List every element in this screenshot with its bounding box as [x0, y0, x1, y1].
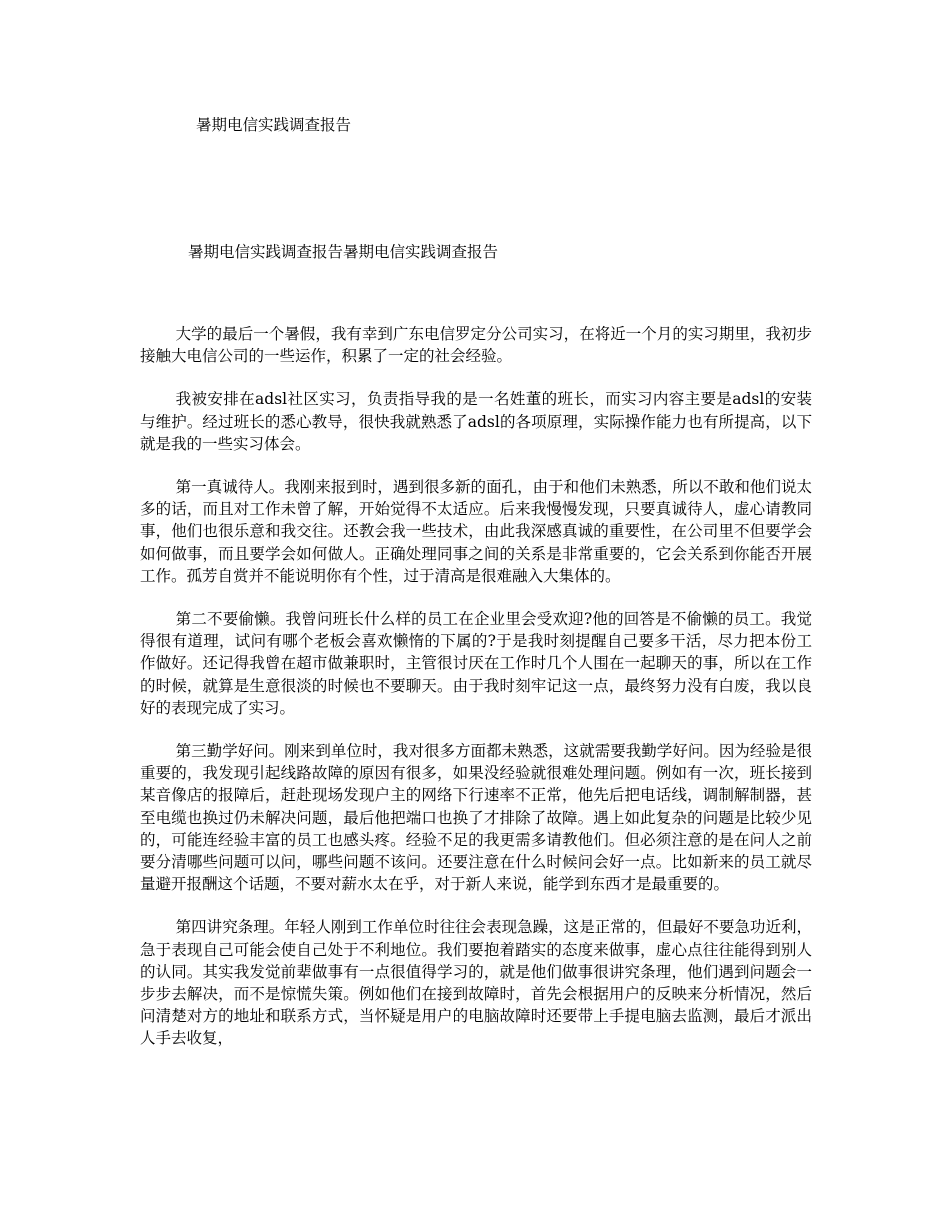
document-title: 暑期电信实践调查报告: [196, 116, 352, 134]
paragraph-point-four: 第四讲究条理。年轻人刚到工作单位时往往会表现急躁，这是正常的，但最好不要急功近利，急于表现自己可能会使自己处于不利地位。我们要抱着踏实的态度来做事，虚心点往往能得到别人的认同。其实我发觉前辈做事有一点很值得学习的，就是他们做事很讲究条理，他们遇到问题会一步步去解决，而不是惊慌失策。例如他们在接到故障时，首先会根据用户的反映来分析情况，然后问清楚对方的地址和联系方式，当怀疑是用户的电脑故障时还要带上手提电脑去监测，最后才派出人手去收复，: [140, 918, 812, 1048]
document-subtitle: 暑期电信实践调查报告暑期电信实践调查报告: [188, 243, 499, 261]
document-body: [140, 323, 812, 1071]
paragraph-intro: 大学的最后一个暑假，我有幸到广东电信罗定分公司实习，在将近一个月的实习期里，我初步接触大电信公司的一些运作，积累了一定的社会经验。: [140, 325, 812, 366]
paragraph-point-three: 第三勤学好问。刚来到单位时，我对很多方面都未熟悉，这就需要我勤学好问。因为经验是很重要的，我发现引起线路故障的原因有很多，如果没经验就很难处理问题。例如有一次，班长接到某音像店的报障后，赶赴现场发现户主的网络下行速率不正常，他先后把电话线，调制解制器，甚至电缆也换过仍未解决问题，最后他把端口也换了才排除了故障。遇上如此复杂的问题是比较少见的，可能连经验丰富的员工也感头疼。经验不足的我更需多请教他们。但必须注意的是在问人之前要分清哪些问题可以问，哪些问题不该问。还要注意在什么时候问会好一点。比如新来的员工就尽量避开报酬这个话题，不要对薪水太在乎，对于新人来说，能学到东西才是最重要的。: [140, 742, 812, 894]
paragraph-point-one: 第一真诚待人。我刚来报到时，遇到很多新的面孔，由于和他们未熟悉，所以不敢和他们说太多的话，而且对工作未曾了解，开始觉得不太适应。后来我慢慢发现，只要真诚待人，虚心请教同事，他们也很乐意和我交往。还教会我一些技术，由此我深感真诚的重要性，在公司里不但要学会如何做事，而且要学会如何做人。正确处理同事之间的关系是非常重要的，它会关系到你能否开展工作。孤芳自赏并不能说明你有个性，过于清高是很难融入大集体的。: [140, 478, 812, 585]
paragraph-point-two: 第二不要偷懒。我曾问班长什么样的员工在企业里会受欢迎?他的回答是不偷懒的员工。我觉得很有道理，试问有哪个老板会喜欢懒惰的下属的?于是我时刻提醒自己要多干活，尽力把本份工作做好。还记得我曾在超市做兼职时，主管很讨厌在工作时几个人围在一起聊天的事，所以在工作的时候，就算是生意很淡的时候也不要聊天。由于我时刻牢记这一点，最终努力没有白废，我以良好的表现完成了实习。: [140, 610, 812, 717]
paragraph-assignment: 我被安排在adsl社区实习，负责指导我的是一名姓董的班长，而实习内容主要是adsl的安装与维护。经过班长的悉心教导，很快我就熟悉了adsl的各项原理，实际操作能力也有所提高，以下就是我的一些实习体会。: [140, 390, 812, 453]
